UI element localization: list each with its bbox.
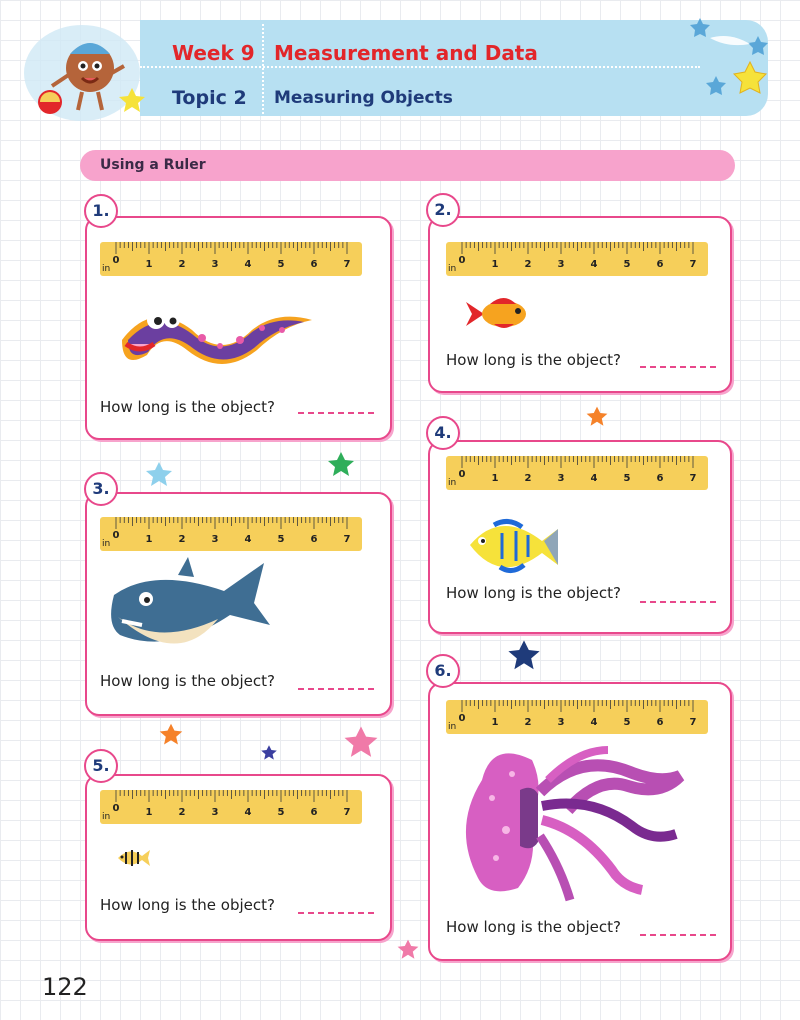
ruler-tick-label: 5 — [277, 807, 285, 818]
problem-number-2: 2. — [426, 193, 460, 227]
ruler-tick-label: 2 — [178, 807, 186, 818]
ruler-tick-label: 6 — [656, 473, 664, 484]
ruler-tick-label: 4 — [244, 807, 252, 818]
jellyfish-icon — [462, 740, 694, 910]
star-icon — [585, 405, 609, 429]
shark-icon — [108, 555, 280, 660]
ruler-tick-label: 1 — [145, 534, 153, 545]
ruler-tick-label: 1 — [145, 807, 153, 818]
question-text: How long is the object? — [100, 896, 275, 914]
ruler-body — [446, 700, 708, 734]
ruler-tick-label: 7 — [343, 534, 351, 545]
ruler-tick-label: 3 — [211, 259, 219, 270]
question-text: How long is the object? — [100, 672, 275, 690]
week-label: Week 9 — [172, 41, 255, 65]
ruler-tick-label: 5 — [277, 534, 285, 545]
ruler-tick-label: 7 — [689, 259, 697, 270]
problem-number-6: 6. — [426, 654, 460, 688]
ruler-tick-label: 6 — [310, 259, 318, 270]
ruler-tick-label: 0 — [112, 255, 120, 266]
star-icon — [158, 722, 184, 748]
ruler-tick-label: 3 — [557, 473, 565, 484]
yellow-fish-icon — [464, 515, 564, 577]
ruler-tick-label: 4 — [590, 717, 598, 728]
ruler-body — [446, 456, 708, 490]
ruler-unit-label: in — [102, 539, 111, 549]
ruler-tick-label: 0 — [458, 469, 466, 480]
topic-title: Measuring Objects — [274, 88, 453, 108]
ruler-tick-label: 3 — [557, 259, 565, 270]
ruler-tick-label: 4 — [244, 259, 252, 270]
problem-number-3: 3. — [84, 472, 118, 506]
ruler-tick-label: 1 — [145, 259, 153, 270]
section-title: Using a Ruler — [100, 157, 206, 173]
eel-icon — [112, 300, 317, 375]
ruler-tick-label: 5 — [623, 473, 631, 484]
ruler-tick-label: 2 — [178, 534, 186, 545]
ruler-tick-label: 4 — [590, 259, 598, 270]
ruler-tick-label: 2 — [178, 259, 186, 270]
answer-blank[interactable] — [640, 934, 716, 936]
week-title: Measurement and Data — [274, 41, 538, 65]
ruler — [446, 456, 708, 490]
ruler-tick-label: 0 — [112, 530, 120, 541]
mascot-icon — [20, 18, 150, 128]
red-fish-icon — [464, 294, 534, 334]
small-fish-icon — [116, 846, 152, 870]
question-text: How long is the object? — [446, 351, 621, 369]
answer-blank[interactable] — [298, 412, 374, 414]
star-icon — [506, 638, 542, 674]
ruler — [100, 517, 362, 551]
star-icon — [396, 938, 420, 962]
ruler-tick-label: 7 — [689, 473, 697, 484]
star-icon — [260, 744, 278, 762]
question-text: How long is the object? — [100, 398, 275, 416]
problem-number-5: 5. — [84, 749, 118, 783]
ruler-unit-label: in — [102, 264, 111, 274]
ruler-tick-label: 3 — [211, 807, 219, 818]
header-vertical-divider — [262, 24, 264, 114]
question-text: How long is the object? — [446, 918, 621, 936]
answer-blank[interactable] — [298, 912, 374, 914]
topic-label: Topic 2 — [172, 87, 247, 109]
ruler-tick-label: 6 — [310, 534, 318, 545]
ruler-tick-label: 5 — [623, 717, 631, 728]
answer-blank[interactable] — [640, 601, 716, 603]
ruler-body — [100, 790, 362, 824]
ruler-unit-label: in — [102, 812, 111, 822]
ruler-unit-label: in — [448, 722, 457, 732]
ruler-tick-label: 2 — [524, 259, 532, 270]
star-icon — [342, 724, 380, 762]
ruler-unit-label: in — [448, 478, 457, 488]
ruler-tick-label: 6 — [656, 717, 664, 728]
ruler-tick-label: 1 — [491, 259, 499, 270]
ruler — [446, 242, 708, 276]
ruler-tick-label: 0 — [458, 255, 466, 266]
ruler-tick-label: 3 — [211, 534, 219, 545]
ruler-body — [100, 517, 362, 551]
ruler-tick-label: 7 — [689, 717, 697, 728]
ruler — [100, 790, 362, 824]
star-icon — [326, 450, 356, 480]
ruler-tick-label: 2 — [524, 473, 532, 484]
ruler-tick-label: 3 — [557, 717, 565, 728]
ruler-tick-label: 7 — [343, 807, 351, 818]
ruler-tick-label: 6 — [310, 807, 318, 818]
problem-number-4: 4. — [426, 416, 460, 450]
ruler — [446, 700, 708, 734]
header-stars-icon — [690, 14, 790, 114]
ruler-body — [446, 242, 708, 276]
ruler-tick-label: 5 — [277, 259, 285, 270]
ruler-tick-label: 2 — [524, 717, 532, 728]
ruler-tick-label: 4 — [590, 473, 598, 484]
ruler — [100, 242, 362, 276]
ruler-unit-label: in — [448, 264, 457, 274]
ruler-tick-label: 7 — [343, 259, 351, 270]
ruler-tick-label: 0 — [112, 803, 120, 814]
star-icon — [144, 460, 174, 490]
problem-number-1: 1. — [84, 194, 118, 228]
question-text: How long is the object? — [446, 584, 621, 602]
ruler-tick-label: 6 — [656, 259, 664, 270]
ruler-tick-label: 4 — [244, 534, 252, 545]
ruler-body — [100, 242, 362, 276]
header-divider — [140, 66, 700, 68]
answer-blank[interactable] — [640, 366, 716, 368]
answer-blank[interactable] — [298, 688, 374, 690]
ruler-tick-label: 0 — [458, 713, 466, 724]
page-number: 122 — [42, 973, 88, 1001]
ruler-tick-label: 1 — [491, 717, 499, 728]
ruler-tick-label: 5 — [623, 259, 631, 270]
ruler-tick-label: 1 — [491, 473, 499, 484]
